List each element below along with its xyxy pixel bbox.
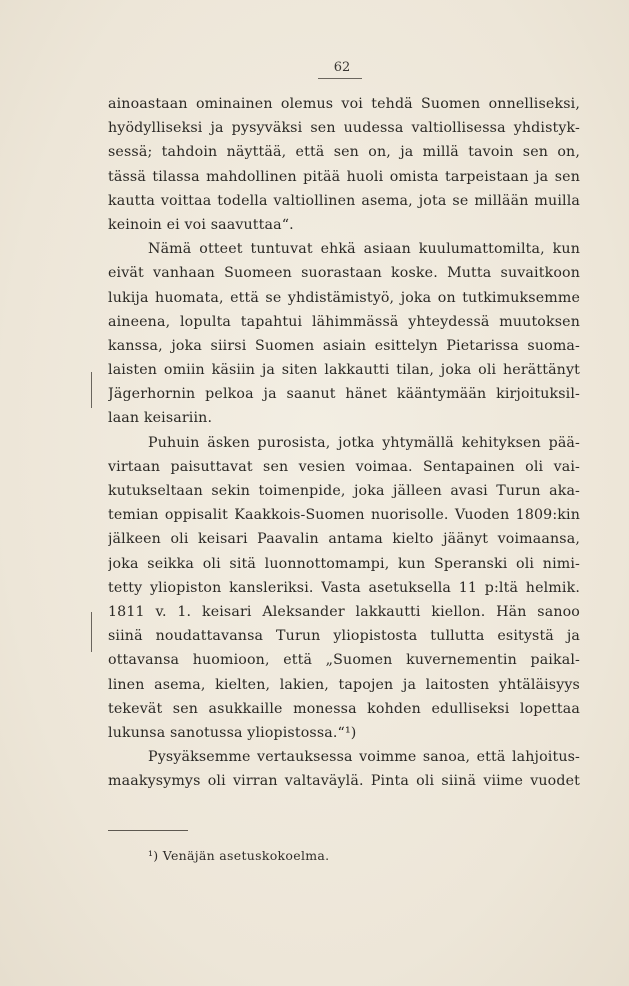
text-line: jälkeen oli keisari Paavalin antama kielto jäänyt voimaansa, (108, 531, 580, 548)
margin-mark (91, 612, 92, 652)
text-line: hyödylliseksi ja pysyväksi sen uudessa valtiollisessa yhdistyk- (108, 120, 580, 137)
text-line: tetty yliopiston kansleriksi. Vasta asetuksella 11 p:ltä helmik. (108, 579, 580, 596)
footnote-rule (108, 830, 188, 831)
page-number: 62 (333, 60, 351, 75)
footnote: ¹) Venäjän asetuskokoelma. (148, 848, 330, 863)
text-line: kautta voittaa todella valtiollinen asema, jota se millään muilla (108, 192, 580, 209)
text-line: kanssa, joka siirsi Suomen asiain esittelyn Pietarissa suoma- (108, 337, 580, 354)
text-line: joka seikka oli sitä luonnottomampi, kun Speranski oli nimi- (108, 555, 580, 572)
text-line: siinä noudattavansa Turun yliopistosta tullutta esitystä ja (108, 628, 580, 645)
text-line: Puhuin äsken purosista, jotka yhtymällä kehityksen pää- (148, 434, 580, 451)
text-line: maakysymys oli virran valtaväylä. Pinta oli siinä viime vuodet (108, 773, 580, 790)
text-line: kutukseltaan sekin toimenpide, joka jälleen avasi Turun aka- (108, 483, 580, 499)
text-line: tekevät sen asukkaille monessa kohden edulliseksi lopettaa (108, 700, 580, 717)
text-line: aineena, lopulta tapahtui lähimmässä yhteydessä muutoksen (108, 313, 580, 330)
page-number-rule (318, 78, 362, 79)
text-line: Pysyäksemme vertauksessa voimme sanoa, että lahjoitus- (148, 749, 580, 766)
text-line: ainoastaan ominainen olemus voi tehdä Suomen onnelliseksi, (108, 96, 580, 112)
text-line: linen asema, kielten, lakien, tapojen ja laitosten yhtäläisyys (108, 676, 580, 693)
text-line: virtaan paisuttavat sen vesien voimaa. Sentapainen oli vai- (108, 458, 580, 475)
text-line: eivät vanhaan Suomeen suorastaan koske. Mutta suvaitkoon (108, 265, 580, 282)
text-line: 1811 v. 1. keisari Aleksander lakkautti kiellon. Hän sanoo (108, 603, 580, 620)
text-line: lukija huomata, että se yhdistämistyö, joka on tutkimuksemme (108, 289, 580, 306)
margin-mark (91, 372, 92, 408)
text-line: Jägerhornin pelkoa ja saanut hänet kääntymään kirjoituksil- (108, 386, 580, 403)
text-line: ottavansa huomioon, että „Suomen kuvernementin paikal- (108, 652, 580, 669)
text-line: tässä tilassa mahdollinen pitää huoli omista tarpeistaan ja sen (108, 168, 580, 185)
body-text (108, 92, 580, 793)
text-line: sessä; tahdoin näyttää, että sen on, ja millä tavoin sen on, (108, 144, 580, 161)
text-line: keinoin ei voi saavuttaa“. (108, 216, 294, 233)
text-line: lukunsa sanotussa yliopistossa.“¹) (108, 724, 357, 741)
text-line: laan keisariin. (108, 410, 213, 427)
text-line: temian oppisalit Kaakkois-Suomen nuorisolle. Vuoden 1809:kin (108, 507, 580, 524)
text-line: laisten omiin käsiin ja siten lakkautti tilan, joka oli herättänyt (108, 362, 580, 379)
text-line: Nämä otteet tuntuvat ehkä asiaan kuulumattomilta, kun (148, 241, 580, 258)
